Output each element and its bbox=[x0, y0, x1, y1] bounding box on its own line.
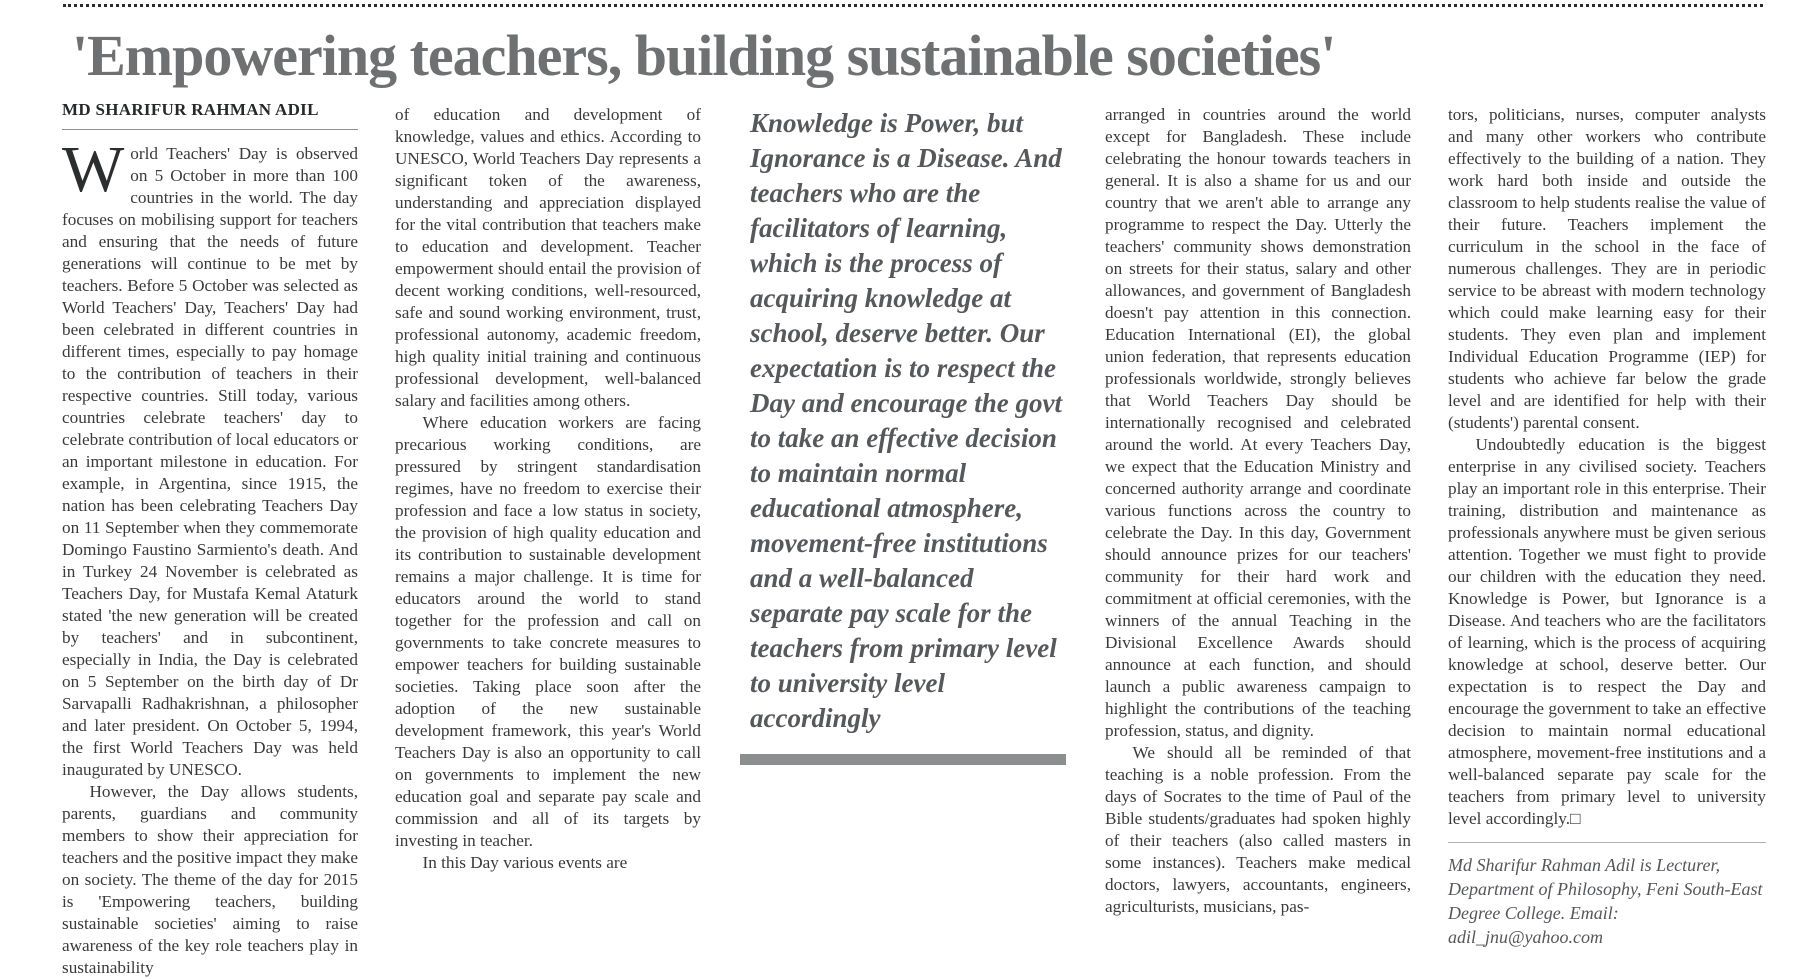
author-bio: Md Sharifur Rahman Adil is Lecturer, Department of Philosophy, Feni South-East Degree College. Email: adil_jnu@yahoo.com bbox=[1448, 842, 1766, 949]
column-4 bbox=[1105, 100, 1411, 916]
pull-quote-bar bbox=[740, 754, 1066, 765]
paragraph: arranged in countries around the world except for Bangladesh. These include celebrating the honour towards teachers in general. It is also a shame for us and our country that we aren't able to arrange any programme to respect the Day. Utterly the teachers' community shows demonstration on streets for their status, salary and other allowances, and government of Bangladesh doesn't pay attention in this connection. Education International (EI), the global union federation, that represents education professionals worldwide, strongly believes that World Teachers Day should be internationally recognised and celebrated around the world. At every Teachers Day, we expect that the Education Ministry and concerned authority arrange and coordinate various functions across the country to celebrate the Day. In this day, Government should announce prizes for our teachers' community for their hard work and commitment at official ceremonies, with the winners of the annual Teaching in the Divisional Excellence Awards should announce at each function, and should launch a public awareness campaign to highlight the contributions of the teaching profession, status, and dignity. bbox=[1105, 105, 1411, 740]
paragraph: However, the Day allows students, parents, guardians and community members to show their appreciation for teachers and the positive impact they make on society. The theme of the day for 2015 is 'Empowering teachers, building sustainable societies' aiming to raise awareness of the key role teachers play in sustainability bbox=[62, 782, 358, 977]
article-headline: 'Empowering teachers, building sustainable societies' bbox=[72, 23, 1336, 88]
byline-rule bbox=[62, 129, 358, 130]
paragraph: In this Day various events are bbox=[422, 853, 628, 872]
paragraph: We should all be reminded of that teaching is a noble profession. From the days of Socrates to the time of Paul of the Bible students/graduates had spoken highly of their teachers (also called masters in some instances). Teachers make medical doctors, lawyers, accountants, engineers, agriculturists, musicians, pas- bbox=[1105, 743, 1411, 916]
author-byline: MD SHARIFUR RAHMAN ADIL bbox=[62, 100, 319, 119]
drop-cap: W bbox=[62, 133, 125, 206]
pull-quote-column bbox=[738, 100, 1068, 850]
paragraph: tors, politicians, nurses, computer analysts and many other workers who contribute effectively to the building of a nation. They work hard both inside and outside the classroom to help students realise the value of their future. Teachers implement the curriculum in the school in the face of numerous challenges. They are in periodic service to be abreast with modern technology which could make learning easy for their students. They even plan and implement Individual Education Programme (IEP) for students who achieve far below the grade level and are identified for help with their (students') parental consent. bbox=[1448, 105, 1766, 432]
paragraph: Where education workers are facing precarious working conditions, are pressured by stringent standardisation regimes, have no freedom to exercise their profession and face a low status in society, the provision of high quality education and its contribution to sustainable development remains a major challenge. It is time for educators around the world to stand together for the profession and call on governments to take concrete measures to empower teachers for building sustainable societies. Taking place soon after the adoption of the new sustainable development framework, this year's World Teachers Day is also an opportunity to call on governments to implement the new education goal and separate pay scale and commission and all of its targets by investing in teacher. bbox=[395, 413, 701, 850]
column-2 bbox=[395, 100, 701, 872]
paragraph: Undoubtedly education is the biggest enterprise in any civilised society. Teachers play an important role in this enterprise. Their training, distribution and maintenance as professionals anywhere must be given serious attention. Together we must fight to provide our children with the education they need. Knowledge is Power, but Ignorance is a Disease. And teachers who are the facilitators of learning, which is the process of acquiring knowledge at school, deserve better. Our expectation is to respect the Day and encourage the government to take an effective decision to maintain normal educational atmosphere, movement-free institutions and a well-balanced separate pay scale for the teachers from primary level to university level accordingly.□ bbox=[1448, 435, 1766, 828]
top-dotted-rule bbox=[63, 4, 1763, 7]
article-columns bbox=[62, 100, 1766, 977]
paragraph: of education and development of knowledge, values and ethics. According to UNESCO, World Teachers Day represents a significant token of the awareness, understanding and appreciation displayed for the vital contribution that teachers make to education and development. Teacher empowerment should entail the provision of decent working conditions, well-resourced, safe and sound working environment, trust, professional autonomy, academic freedom, high quality initial training and continuous professional development, well-balanced salary and facilities among others. bbox=[395, 105, 701, 410]
paragraph-text: orld Teachers' Day is observed on 5 October in more than 100 countries in the world. The day focuses on mobilising support for teachers and ensuring that the needs of future generations will continue to be met by teachers. Before 5 October was selected as World Teachers' Day, Teachers' Day had been celebrated in different countries in different times, especially to pay homage to the contribution of teachers in their respective countries. Still today, various countries celebrate teachers' day to celebrate contribution of local educators or an important milestone in education. For example, in Argentina, since 1915, the nation has been celebrating Teachers Day on 11 September when they commemorate Domingo Faustino Sarmiento's death. And in Turkey 24 November is celebrated as Teachers Day, for Mustafa Kemal Ataturk stated 'the new generation will be created by teachers' and in subcontinent, especially in India, the Day is celebrated on 5 September on the birth day of Dr Sarvapalli Radhakrishnan, a philosopher and later president. On October 5, 1994, the first World Teachers Day was held inaugurated by UNESCO. bbox=[62, 144, 358, 779]
column-5 bbox=[1448, 100, 1766, 947]
paragraph bbox=[62, 133, 358, 781]
pull-quote: Knowledge is Power, but Ignorance is a Disease. And teachers who are the facilitators of learning, which is the process of acquiring knowledge at school, deserve better. Our expectation is to respect the Day and encourage the govt to take an effective decision to maintain normal educational atmosphere, movement-free institutions and a well-balanced separate pay scale for the teachers from primary level to university level accordingly bbox=[750, 108, 1062, 733]
column-1 bbox=[62, 100, 358, 977]
